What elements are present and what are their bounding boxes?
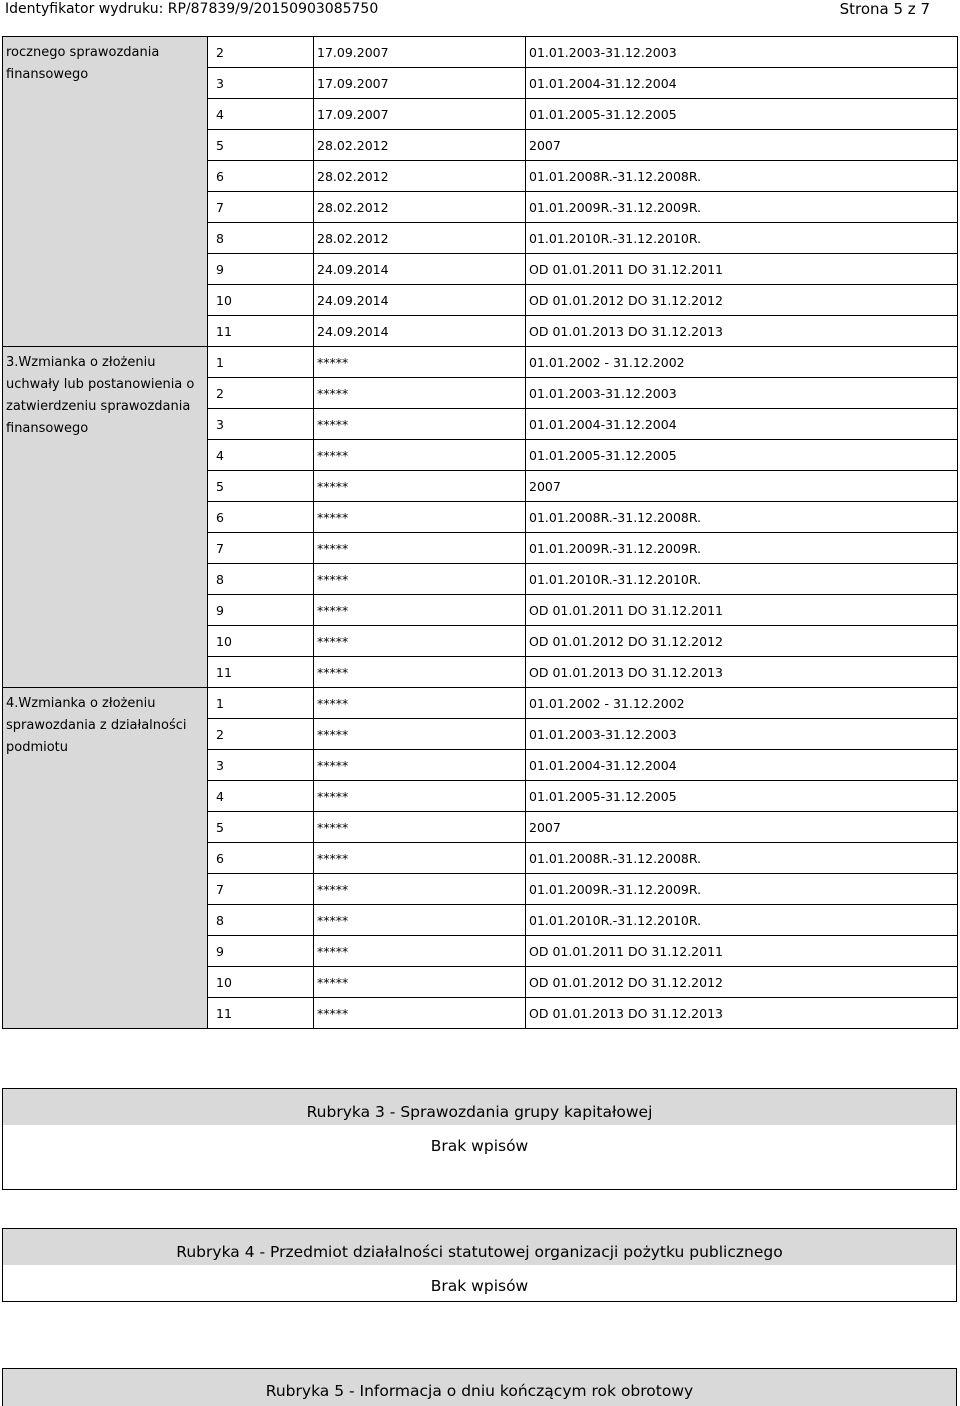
row-period: 01.01.2003-31.12.2003 (526, 378, 958, 409)
row-period: OD 01.01.2011 DO 31.12.2011 (526, 254, 958, 285)
row-period: OD 01.01.2011 DO 31.12.2011 (526, 595, 958, 626)
row-number: 8 (208, 905, 314, 936)
row-period: 2007 (526, 471, 958, 502)
rubryka-4-body: Brak wpisów (430, 1277, 529, 1295)
row-period: 01.01.2010R.-31.12.2010R. (526, 223, 958, 254)
row-period: OD 01.01.2013 DO 31.12.2013 (526, 316, 958, 347)
table-row (3, 37, 958, 68)
row-number: 5 (208, 471, 314, 502)
table-row (3, 688, 958, 719)
row-number: 9 (208, 254, 314, 285)
row-number: 11 (208, 316, 314, 347)
page-number: Strona 5 z 7 (839, 0, 930, 18)
table-row (3, 347, 958, 378)
row-period: 01.01.2004-31.12.2004 (526, 68, 958, 99)
rubryka-3 (2, 1088, 957, 1190)
row-date: ***** (314, 812, 526, 843)
row-number: 10 (208, 285, 314, 316)
row-period: OD 01.01.2013 DO 31.12.2013 (526, 657, 958, 688)
row-period: 01.01.2008R.-31.12.2008R. (526, 502, 958, 533)
row-number: 1 (208, 688, 314, 719)
row-date: ***** (314, 564, 526, 595)
rubryka-4-title: Rubryka 4 - Przedmiot działalności statutowej organizacji pożytku publicznego (176, 1243, 783, 1261)
row-date: ***** (314, 719, 526, 750)
rubryka-4 (2, 1228, 957, 1302)
row-date: ***** (314, 440, 526, 471)
row-number: 3 (208, 750, 314, 781)
row-date: ***** (314, 533, 526, 564)
row-date: ***** (314, 905, 526, 936)
row-period: 2007 (526, 130, 958, 161)
row-number: 11 (208, 998, 314, 1029)
row-period: OD 01.01.2012 DO 31.12.2012 (526, 285, 958, 316)
row-date: 17.09.2007 (314, 68, 526, 99)
rubryka-3-body: Brak wpisów (430, 1137, 529, 1155)
row-number: 4 (208, 99, 314, 130)
row-date: ***** (314, 378, 526, 409)
row-date: 28.02.2012 (314, 161, 526, 192)
row-date: ***** (314, 750, 526, 781)
print-identifier: Identyfikator wydruku: RP/87839/9/20150903085750 (5, 1, 379, 17)
row-number: 8 (208, 564, 314, 595)
row-number: 7 (208, 874, 314, 905)
row-period: 01.01.2005-31.12.2005 (526, 99, 958, 130)
row-period: 01.01.2009R.-31.12.2009R. (526, 192, 958, 223)
row-number: 9 (208, 595, 314, 626)
row-number: 4 (208, 440, 314, 471)
row-date: ***** (314, 998, 526, 1029)
rubryka-5-title: Rubryka 5 - Informacja o dniu kończącym rok obrotowy (265, 1382, 694, 1400)
row-period: 01.01.2009R.-31.12.2009R. (526, 533, 958, 564)
row-period: 01.01.2003-31.12.2003 (526, 37, 958, 68)
row-date: ***** (314, 874, 526, 905)
row-date: ***** (314, 843, 526, 874)
rubryka-3-body-area (3, 1125, 956, 1189)
row-date: 17.09.2007 (314, 37, 526, 68)
row-number: 7 (208, 192, 314, 223)
row-period: OD 01.01.2013 DO 31.12.2013 (526, 998, 958, 1029)
row-date: 24.09.2014 (314, 285, 526, 316)
row-number: 3 (208, 68, 314, 99)
row-number: 2 (208, 719, 314, 750)
row-period: 2007 (526, 812, 958, 843)
row-period: OD 01.01.2011 DO 31.12.2011 (526, 936, 958, 967)
row-number: 7 (208, 533, 314, 564)
row-period: 01.01.2002 - 31.12.2002 (526, 347, 958, 378)
row-date: 28.02.2012 (314, 223, 526, 254)
row-period: 01.01.2003-31.12.2003 (526, 719, 958, 750)
row-number: 2 (208, 37, 314, 68)
row-period: OD 01.01.2012 DO 31.12.2012 (526, 967, 958, 998)
row-number: 2 (208, 378, 314, 409)
row-number: 11 (208, 657, 314, 688)
row-date: ***** (314, 967, 526, 998)
row-period: 01.01.2005-31.12.2005 (526, 781, 958, 812)
row-date: 28.02.2012 (314, 130, 526, 161)
row-date: ***** (314, 936, 526, 967)
row-period: 01.01.2005-31.12.2005 (526, 440, 958, 471)
row-number: 4 (208, 781, 314, 812)
row-date: 28.02.2012 (314, 192, 526, 223)
section-label: rocznego sprawozdania finansowego (3, 37, 208, 347)
row-date: ***** (314, 781, 526, 812)
row-date: 24.09.2014 (314, 254, 526, 285)
row-date: 24.09.2014 (314, 316, 526, 347)
row-period: 01.01.2010R.-31.12.2010R. (526, 564, 958, 595)
row-number: 5 (208, 812, 314, 843)
row-number: 10 (208, 626, 314, 657)
rubryka-3-title: Rubryka 3 - Sprawozdania grupy kapitałowej (306, 1103, 653, 1121)
section-label: 4.Wzmianka o złożeniu sprawozdania z działalności podmiotu (3, 688, 208, 1029)
row-period: OD 01.01.2012 DO 31.12.2012 (526, 626, 958, 657)
row-date: ***** (314, 657, 526, 688)
row-number: 1 (208, 347, 314, 378)
row-date: ***** (314, 626, 526, 657)
row-date: ***** (314, 688, 526, 719)
row-number: 6 (208, 161, 314, 192)
rubryka-5 (2, 1368, 957, 1406)
rubryka-4-body-area (3, 1265, 956, 1301)
row-period: 01.01.2009R.-31.12.2009R. (526, 874, 958, 905)
row-number: 9 (208, 936, 314, 967)
row-date: ***** (314, 502, 526, 533)
row-period: 01.01.2008R.-31.12.2008R. (526, 161, 958, 192)
row-number: 3 (208, 409, 314, 440)
row-number: 6 (208, 843, 314, 874)
row-period: 01.01.2004-31.12.2004 (526, 750, 958, 781)
row-number: 5 (208, 130, 314, 161)
page-header (0, 0, 960, 22)
entries-table (2, 36, 958, 1029)
row-period: 01.01.2010R.-31.12.2010R. (526, 905, 958, 936)
row-period: 01.01.2008R.-31.12.2008R. (526, 843, 958, 874)
row-number: 10 (208, 967, 314, 998)
section-label: 3.Wzmianka o złożeniu uchwały lub postanowienia o zatwierdzeniu sprawozdania finansowego (3, 347, 208, 688)
row-date: ***** (314, 595, 526, 626)
row-period: 01.01.2002 - 31.12.2002 (526, 688, 958, 719)
row-date: ***** (314, 409, 526, 440)
row-date: ***** (314, 471, 526, 502)
row-number: 8 (208, 223, 314, 254)
row-date: 17.09.2007 (314, 99, 526, 130)
row-date: ***** (314, 347, 526, 378)
row-period: 01.01.2004-31.12.2004 (526, 409, 958, 440)
row-number: 6 (208, 502, 314, 533)
